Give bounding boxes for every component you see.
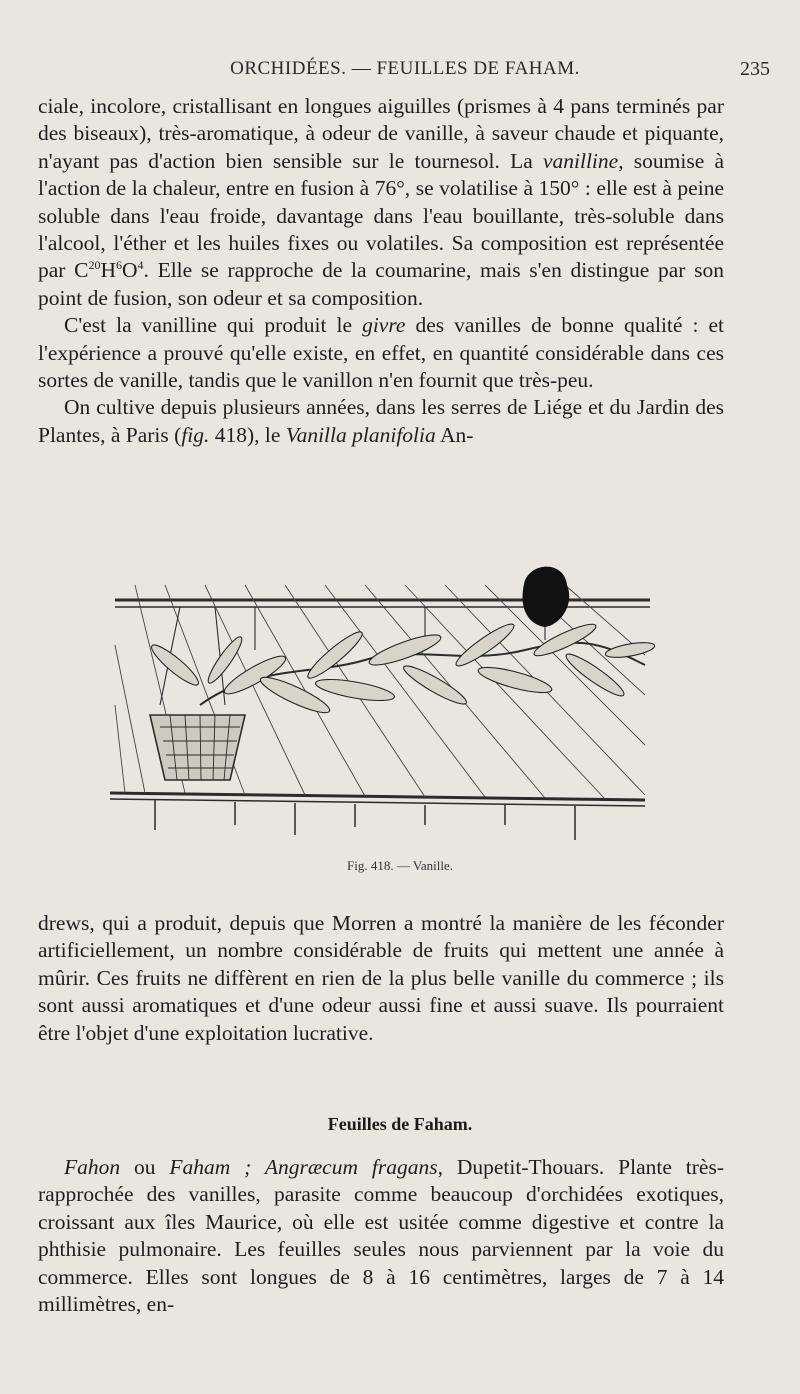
italic-species: Vanilla planifolia: [285, 422, 436, 447]
paragraph-cultivation: [38, 394, 724, 449]
formula-element: O: [122, 258, 138, 283]
formula-element: H: [100, 258, 116, 283]
text-run: On cultive depuis plusieurs années, dans les serres de Liége et du Jardin des Plantes, à Paris (: [38, 395, 724, 447]
text-run: 418), le: [209, 422, 286, 447]
paragraph-faham: [38, 1154, 724, 1318]
paragraph-morren: drews, qui a produit, depuis que Morren a montré la manière de les féconder artificiellement, un nombre considérable de fruits qui mettent une année à mûrir. Ces fruits ne diffèrent en rien de la plus belle vanille du commerce ; ils sont aussi aromatiques et d'une odeur aussi fine et aussi suave. Ils pourraient être l'objet d'une exploitation lucrative.: [38, 911, 724, 1045]
text-block-after-figure: [38, 910, 724, 1047]
text-run: ciale, incolore, cristallisant en longues aiguilles (prismes à 4 pans terminés par des biseaux), très-aromatique, à odeur de vanille, à saveur chaude et piquante, n'ayant pas d'action bien sensible sur le tournesol. La: [38, 94, 724, 173]
italic-term: Fahon: [64, 1155, 121, 1179]
italic-term: vanilline: [542, 148, 619, 173]
paragraph-vanilline-properties: [38, 93, 724, 312]
formula-exponent: 20: [88, 258, 101, 273]
text-run: ou: [120, 1155, 170, 1179]
text-block-top: [38, 93, 724, 449]
running-header: [40, 58, 770, 84]
text-run: , soumise à l'action de la chaleur, entre en fusion à 76°, se volatilise à 150° : elle est à peine soluble dans l'eau froide, davantage dans l'eau bouillante, très-soluble dans l'alcool, l'éther et les huiles fixes ou volatiles. Sa composition est représentée par C: [38, 148, 724, 283]
italic-term: givre: [362, 313, 406, 338]
paragraph-givre: [38, 312, 724, 394]
text-run: C'est la vanilline qui produit le: [64, 313, 363, 338]
figure-caption: Fig. 418. — Vanille.: [347, 858, 453, 873]
italic-term: fig.: [181, 422, 210, 447]
italic-species: Faham ; Angræcum fragans: [169, 1155, 438, 1179]
vanilla-illustration: [105, 555, 660, 840]
text-run: An-: [435, 422, 474, 447]
text-run: , Dupetit-Thouars. Plante très-rapprochée des vanilles, parasite comme beaucoup d'orchidées exotiques, croissant aux îles Maurice, où elle est usitée comme digestive et contre la phthisie pulmonaire. Les feuilles seules nous parviennent par la voie du commerce. Elles sont longues de 8 à 16 centimètres, larges de 7 à 14 millimètres, en-: [38, 1155, 724, 1317]
text-run: des vanilles de bonne qualité : et l'expérience a prouvé qu'elle existe, en effet, en quantité considérable dans ces sortes de vanille, tandis que le vanillon n'en fournit que très-peu.: [38, 313, 724, 393]
formula-exponent: 4: [137, 258, 144, 273]
text-run: . Elle se rapproche de la coumarine, mais s'en distingue par son point de fusion, son odeur et sa composition.: [38, 258, 724, 310]
page-number: 235: [740, 58, 770, 80]
formula-exponent: 6: [116, 258, 122, 273]
section-heading: Feuilles de Faham.: [327, 1114, 473, 1134]
text-block-faham: [38, 1154, 724, 1318]
header-title: ORCHIDÉES. — FEUILLES DE FAHAM.: [230, 58, 580, 79]
